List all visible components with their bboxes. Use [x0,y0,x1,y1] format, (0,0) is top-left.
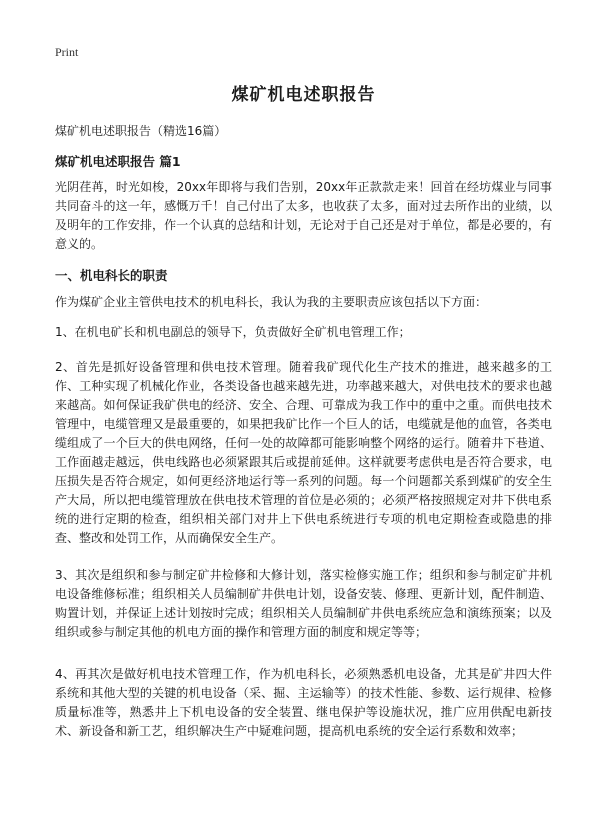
document-subtitle: 煤矿机电述职报告（精选16篇） [55,124,227,138]
paragraph: 2、首先是抓好设备管理和供电技术管理。随着我矿现代化生产技术的推进，越来越多的工作、工种实现了机械化作业，各类设备也越来越先进，功率越来越大，对供电技术的要求也越来越高。如何保证我矿供电的经济、安全、合理、可靠成为我工作中的重中之重。而供电技术管理中，电缆管理又是最重要的，如果把我矿比作一个巨人的话，电缆就是他的血管，各类电缆组成了一个巨大的供电网络，任何一处的故障都可能影响整个网络的运行。随着井下巷道、工作面越走越远，供电线路也必须紧跟其后或提前延伸。这样就要考虑供电是否符合要求，电压损失是否符合规定，如何更经济地运行等一系列的问题。每一个问题都关系到煤矿的安全生产大局，所以把电缆管理放在供电技术管理的首位是必须的；必须严格按照规定对井下供电系统的进行定期的检查，组织相关部门对井上下供电系统进行专项的机电定期检查或隐患的排查、整改和处罚工作，从而确保安全生产。 [55,360,552,545]
duties-heading: 一、机电科长的职责 [55,268,168,283]
paragraph: 作为煤矿企业主管供电技术的机电科长，我认为我的主要职责应该包括以下方面： [55,295,488,309]
document-title: 煤矿机电述职报告 [231,85,376,105]
paragraph: 1、在机电矿长和机电副总的领导下，负责做好全矿机电管理工作； [55,325,411,339]
paragraph: 3、其次是组织和参与制定矿井检修和大修计划，落实检修实施工作；组织和参与制定矿井机电设备维修标准；组织相关人员编制矿井供电计划，设备安装、修理、更新计划，配件制造、购置计划，并保证上述计划按时完成；组织相关人员编制矿井供电系统应急和演练预案；以及组织或参与制定其他的机电方面的操作和管理方面的制度和规定等等； [55,568,552,639]
print-link[interactable]: Print [55,45,79,59]
section-title: 煤矿机电述职报告 篇1 [55,154,181,169]
paragraph: 4、再其次是做好机电技术管理工作，作为机电科长，必须熟悉机电设备，尤其是矿井四大件系统和其他大型的关键的机电设备（采、掘、主运输等）的技术性能、参数、运行规律、检修质量标准等，熟悉井上下机电设备的安全装置、继电保护等设施状况，推广应用供配电新技术、新设备和新工艺，组织解决生产中疑难问题，提高机电系统的安全运行系数和效率； [55,667,552,738]
intro-paragraph: 光阴荏苒，时光如梭，20xx年即将与我们告别，20xx年正款款走来！回首在经坊煤业与同事共同奋斗的这一年，感慨万千！自己付出了太多，也收获了太多，面对过去所作出的业绩，以及明年的工作安排，作一个认真的总结和计划，无论对于自己还是对于单位，都是必要的，有意义的。 [55,180,552,251]
